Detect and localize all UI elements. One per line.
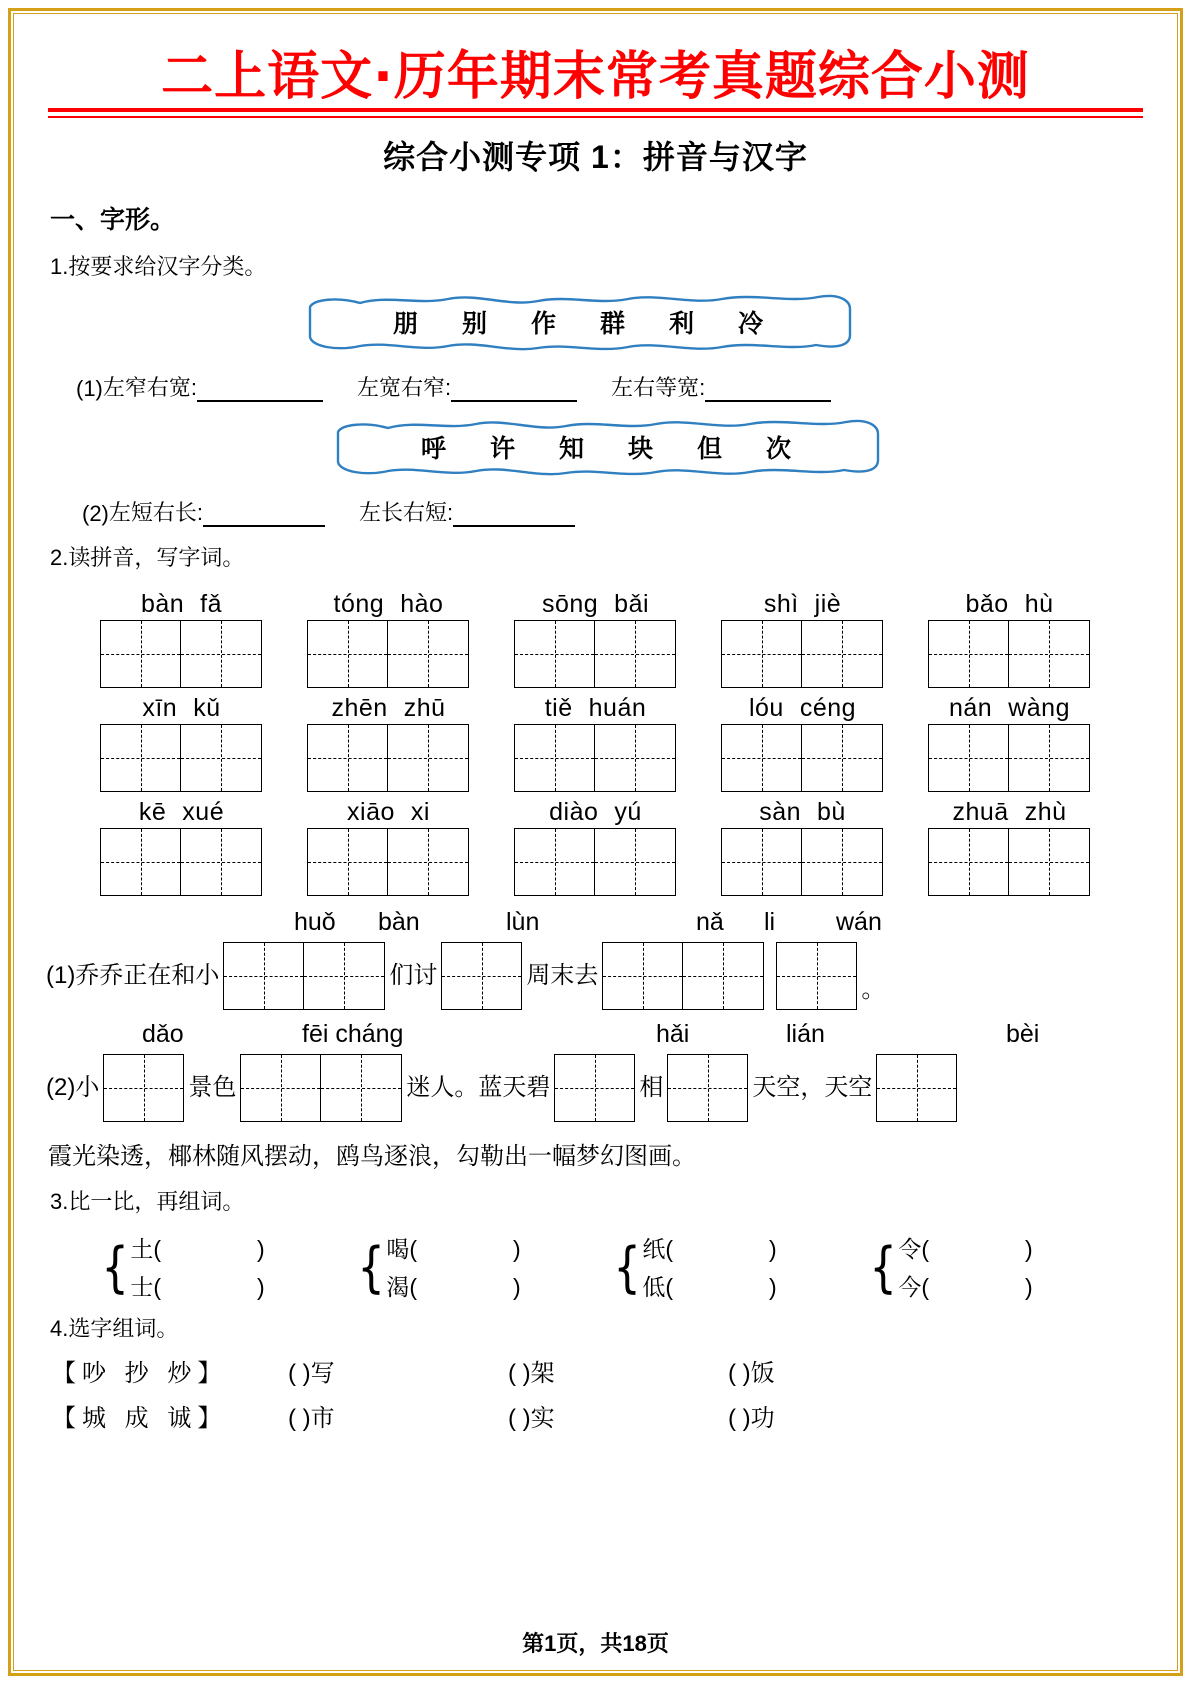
compare-paren-close[interactable]: )	[1025, 1235, 1033, 1262]
pinyin-syllable: xi	[410, 797, 430, 826]
pinyin-label	[100, 796, 263, 828]
category-2-label-1: (2)	[82, 500, 109, 526]
title-underline-thin	[48, 116, 1143, 118]
tianzi-boxes	[307, 828, 470, 896]
tianzi-boxes	[928, 620, 1091, 688]
category-1-label-1: (1)	[76, 375, 103, 401]
sentence-2-text-4: 相	[639, 1073, 664, 1101]
pinyin-syllable: zhū	[403, 693, 446, 722]
pinyin-cell	[514, 796, 677, 896]
pinyin-cell	[721, 692, 884, 792]
pinyin-cell	[307, 796, 470, 896]
pinyin-syllable: sàn	[759, 797, 801, 826]
category-line-1	[76, 371, 1145, 402]
pinyin-hint: huǒ	[294, 907, 336, 936]
tianzi-boxes	[667, 1054, 748, 1122]
compare-char: 纸(	[642, 1235, 674, 1262]
cloud2-char-3: 块	[628, 434, 654, 463]
char-cloud-1	[298, 293, 858, 351]
pinyin-label	[307, 588, 470, 620]
compare-char: 今(	[898, 1273, 930, 1300]
tianzi-box[interactable]	[240, 1054, 321, 1122]
sentence-1-row	[46, 942, 1145, 1010]
tianzi-boxes	[441, 942, 522, 1010]
tianzi-box[interactable]	[667, 1054, 748, 1122]
tianzi-boxes	[776, 942, 857, 1010]
tianzi-boxes	[103, 1054, 184, 1122]
pinyin-hint: hǎi	[656, 1019, 690, 1048]
select-blank-item[interactable]: ( )功	[728, 1404, 775, 1432]
tianzi-boxes	[514, 828, 677, 896]
answer-blank-1b[interactable]	[451, 380, 577, 402]
category-1-text-3: 左右等宽:	[611, 374, 706, 400]
pinyin-syllable: tóng	[333, 589, 385, 618]
pinyin-syllable: bǎi	[614, 589, 650, 618]
char-choice-group: 【城 成 诚】	[52, 1404, 228, 1432]
pinyin-hint: nǎ	[696, 907, 724, 936]
tianzi-box[interactable]	[100, 620, 181, 688]
tianzi-box[interactable]	[928, 724, 1009, 792]
pinyin-syllable: hù	[1024, 589, 1054, 618]
compare-row-bottom	[386, 1274, 520, 1300]
answer-blank-1a[interactable]	[197, 380, 323, 402]
pinyin-label	[721, 796, 884, 828]
tianzi-box[interactable]	[721, 620, 802, 688]
compare-pair	[354, 1230, 568, 1306]
compare-row-top	[898, 1236, 1032, 1262]
compare-paren-close[interactable]: )	[513, 1235, 521, 1262]
pinyin-label	[721, 588, 884, 620]
tianzi-box[interactable]	[802, 828, 883, 896]
pinyin-syllable: jiè	[814, 589, 842, 618]
cloud2-char-0: 呼	[420, 434, 446, 463]
tianzi-boxes	[928, 724, 1091, 792]
title-underline-thick	[48, 108, 1143, 112]
tianzi-box[interactable]	[595, 828, 676, 896]
brace-icon: {	[613, 1235, 641, 1299]
pinyin-label	[928, 796, 1091, 828]
pinyin-label	[928, 692, 1091, 724]
pinyin-cell	[514, 692, 677, 792]
compare-words-block	[98, 1230, 1145, 1306]
pinyin-syllable: céng	[799, 693, 857, 722]
tianzi-box[interactable]	[307, 828, 388, 896]
pinyin-syllable: kē	[138, 797, 167, 826]
tianzi-boxes	[223, 942, 385, 1010]
tianzi-box[interactable]	[514, 620, 595, 688]
cloud2-char-4: 但	[697, 434, 723, 463]
pinyin-cell	[928, 796, 1091, 896]
compare-row-bottom	[642, 1274, 776, 1300]
category-2-text-1: 左短右长:	[108, 499, 204, 525]
cloud-row-2	[46, 418, 1145, 480]
tianzi-box[interactable]	[304, 942, 385, 1010]
tianzi-box[interactable]	[1009, 828, 1090, 896]
category-1-text-1: 左窄右宽:	[102, 374, 198, 400]
tianzi-box[interactable]	[388, 724, 469, 792]
tianzi-boxes	[721, 620, 884, 688]
pinyin-hint: dǎo	[142, 1019, 184, 1048]
answer-blank-1c[interactable]	[705, 380, 831, 402]
pinyin-syllable: wàng	[1008, 693, 1070, 722]
tianzi-box[interactable]	[100, 828, 181, 896]
pinyin-syllable: xiāo	[347, 797, 395, 826]
cloud1-char-1: 别	[461, 309, 487, 338]
compare-paren-close[interactable]: )	[513, 1273, 521, 1300]
pinyin-syllable: bàn	[140, 589, 185, 618]
cloud1-char-3: 群	[600, 309, 626, 338]
tianzi-boxes	[100, 620, 263, 688]
sentence-2-text-3: 迷人。蓝天碧	[406, 1073, 551, 1101]
tianzi-box[interactable]	[802, 724, 883, 792]
tianzi-boxes	[876, 1054, 957, 1122]
pinyin-syllable: diào	[549, 797, 599, 826]
pinyin-hint: bèi	[1006, 1019, 1040, 1048]
compare-char: 土(	[130, 1235, 162, 1262]
cloud-1-characters	[298, 293, 858, 351]
pinyin-hint: lián	[786, 1019, 825, 1048]
pinyin-grid-row-3	[46, 796, 1145, 896]
question-1-prompt: 1.按要求给汉字分类。	[50, 253, 267, 279]
sentence-1-text-2: 们讨	[389, 961, 438, 989]
cloud-2-characters	[326, 418, 886, 476]
compare-char: 渴(	[386, 1273, 418, 1300]
pinyin-syllable: zhuā	[952, 797, 1009, 826]
pinyin-hint: lùn	[506, 907, 540, 936]
cloud1-char-0: 朋	[392, 309, 418, 338]
compare-paren-close[interactable]: )	[257, 1235, 265, 1262]
brace-icon: {	[101, 1235, 129, 1299]
pinyin-syllable: zhēn	[331, 693, 388, 722]
pinyin-syllable: zhù	[1024, 797, 1067, 826]
compare-row-bottom	[130, 1274, 264, 1300]
question-4-prompt: 4.选字组词。	[50, 1315, 179, 1341]
tianzi-box[interactable]	[802, 620, 883, 688]
brace-icon: {	[869, 1235, 897, 1299]
pinyin-cell	[100, 692, 263, 792]
answer-blank-2b[interactable]	[453, 505, 575, 527]
tianzi-box[interactable]	[514, 828, 595, 896]
tianzi-box[interactable]	[1009, 724, 1090, 792]
sentence-2-row	[46, 1054, 1145, 1122]
select-char-row-1	[52, 1353, 1145, 1388]
tianzi-boxes	[554, 1054, 635, 1122]
tianzi-box[interactable]	[721, 828, 802, 896]
tianzi-boxes	[514, 724, 677, 792]
tianzi-box[interactable]	[602, 942, 683, 1010]
tianzi-boxes	[602, 942, 764, 1010]
pinyin-syllable: lóu	[748, 693, 784, 722]
compare-char: 低(	[642, 1273, 674, 1300]
tianzi-box[interactable]	[928, 620, 1009, 688]
pinyin-hint: fēi cháng	[302, 1019, 404, 1048]
char-cloud-2	[326, 418, 886, 476]
select-blank-item[interactable]: ( )实	[508, 1404, 555, 1432]
tianzi-box[interactable]	[683, 942, 764, 1010]
category-2-text-2: 左长右短:	[359, 499, 454, 525]
tianzi-box[interactable]	[595, 724, 676, 792]
tianzi-box[interactable]	[554, 1054, 635, 1122]
tianzi-box[interactable]	[388, 620, 469, 688]
tianzi-box[interactable]	[514, 724, 595, 792]
pinyin-label	[928, 588, 1091, 620]
tianzi-box[interactable]	[928, 828, 1009, 896]
tianzi-boxes	[721, 828, 884, 896]
question-3-prompt: 3.比一比，再组词。	[50, 1188, 245, 1214]
pinyin-cell	[721, 588, 884, 688]
pinyin-syllable: xīn	[142, 693, 178, 722]
category-1-text-2: 左宽右窄:	[357, 374, 452, 400]
tianzi-box[interactable]	[181, 724, 262, 792]
cloud1-char-2: 作	[530, 309, 556, 338]
compare-row-bottom	[898, 1274, 1032, 1300]
page-title: 二上语文·历年期末常考真题综合小测	[161, 47, 1030, 107]
pinyin-grid-block	[46, 588, 1145, 896]
pinyin-label	[514, 796, 677, 828]
pinyin-syllable: shì	[763, 589, 799, 618]
tianzi-boxes	[928, 828, 1091, 896]
tianzi-box[interactable]	[321, 1054, 402, 1122]
page-footer: 第1页，共18页	[522, 1631, 669, 1656]
cloud2-char-5: 次	[766, 434, 792, 463]
cloud2-char-2: 知	[558, 434, 584, 463]
tianzi-box[interactable]	[307, 724, 388, 792]
pinyin-cell	[100, 796, 263, 896]
cloud2-char-1: 许	[489, 434, 515, 463]
char-choice-group: 【吵 抄 炒】	[52, 1359, 228, 1387]
compare-char: 喝(	[386, 1235, 418, 1262]
select-blank-item[interactable]: ( )架	[508, 1359, 555, 1387]
tianzi-box[interactable]	[307, 620, 388, 688]
pinyin-label	[307, 796, 470, 828]
compare-row-top	[642, 1236, 776, 1262]
pinyin-hint: li	[764, 907, 776, 936]
cloud1-char-4: 利	[669, 309, 695, 338]
pinyin-syllable: nán	[949, 693, 993, 722]
tianzi-boxes	[240, 1054, 402, 1122]
tianzi-boxes	[307, 724, 470, 792]
sentence-1-text-3: 周末去	[526, 961, 599, 989]
pinyin-label	[514, 588, 677, 620]
tianzi-box[interactable]	[1009, 620, 1090, 688]
pinyin-label	[100, 692, 263, 724]
pinyin-cell	[721, 796, 884, 896]
tianzi-box[interactable]	[776, 942, 857, 1010]
tianzi-box[interactable]	[181, 620, 262, 688]
title-block	[46, 47, 1145, 178]
pinyin-cell	[307, 692, 470, 792]
pinyin-hint: wán	[836, 907, 882, 936]
pinyin-syllable: yú	[614, 797, 642, 826]
tianzi-boxes	[100, 828, 263, 896]
tianzi-box[interactable]	[388, 828, 469, 896]
pinyin-syllable: hào	[400, 589, 444, 618]
pinyin-hint: bàn	[378, 907, 420, 936]
tianzi-box[interactable]	[100, 724, 181, 792]
pinyin-label	[100, 588, 263, 620]
sentence-1-pinyin-row	[46, 908, 1145, 940]
pinyin-cell	[514, 588, 677, 688]
compare-pair	[610, 1230, 824, 1306]
pinyin-syllable: fǎ	[200, 589, 223, 618]
sentence-2-continuation: 霞光染透，椰林随风摆动，鸥鸟逐浪，勾勒出一幅梦幻图画。	[48, 1142, 696, 1170]
pinyin-cell	[307, 588, 470, 688]
page-subtitle: 综合小测专项 1：拼音与汉字	[383, 138, 808, 175]
compare-char: 士(	[130, 1273, 162, 1300]
pinyin-syllable: bù	[817, 797, 846, 826]
pinyin-cell	[100, 588, 263, 688]
pinyin-grid-row-2	[46, 692, 1145, 792]
pinyin-cell	[928, 692, 1091, 792]
compare-paren-close[interactable]: )	[1025, 1273, 1033, 1300]
cloud1-char-5: 冷	[738, 309, 764, 338]
tianzi-boxes	[514, 620, 677, 688]
pinyin-grid-row-1	[46, 588, 1145, 688]
tianzi-box[interactable]	[223, 942, 304, 1010]
category-line-2	[82, 496, 1145, 527]
select-blank-item[interactable]: ( )市	[288, 1404, 335, 1432]
compare-pair	[866, 1230, 1080, 1306]
tianzi-boxes	[100, 724, 263, 792]
pinyin-label	[721, 692, 884, 724]
pinyin-syllable: xué	[182, 797, 225, 826]
tianzi-box[interactable]	[876, 1054, 957, 1122]
pinyin-syllable: sōng	[541, 589, 599, 618]
compare-row-top	[386, 1236, 520, 1262]
compare-paren-close[interactable]: )	[257, 1273, 265, 1300]
pinyin-label	[514, 692, 677, 724]
sentence-2-text-5: 天空，天空	[752, 1073, 873, 1101]
tianzi-boxes	[721, 724, 884, 792]
tianzi-box[interactable]	[103, 1054, 184, 1122]
sentence-2-pinyin-row	[46, 1020, 1145, 1052]
compare-row-top	[130, 1236, 264, 1262]
select-char-row-2	[52, 1398, 1145, 1433]
pinyin-syllable: tiě	[544, 693, 573, 722]
section-heading-1: 一、字形。	[50, 205, 176, 234]
tianzi-box[interactable]	[721, 724, 802, 792]
question-2-prompt: 2.读拼音，写字词。	[50, 544, 245, 570]
compare-char: 令(	[898, 1235, 930, 1262]
sentence-2-text-1: (2)小	[46, 1073, 100, 1101]
pinyin-syllable: huán	[588, 693, 647, 722]
select-blank-item[interactable]: ( )写	[288, 1359, 335, 1387]
compare-pair	[98, 1230, 312, 1306]
compare-paren-close[interactable]: )	[769, 1235, 777, 1262]
sentence-1-text-1: (1)乔乔正在和小	[46, 961, 220, 989]
compare-paren-close[interactable]: )	[769, 1273, 777, 1300]
sentence-1-period: 。	[861, 975, 886, 1003]
pinyin-syllable: kǔ	[193, 693, 221, 722]
tianzi-box[interactable]	[595, 620, 676, 688]
brace-icon: {	[357, 1235, 385, 1299]
tianzi-boxes	[307, 620, 470, 688]
pinyin-label	[307, 692, 470, 724]
select-blank-item[interactable]: ( )饭	[728, 1359, 775, 1387]
answer-blank-2a[interactable]	[203, 505, 325, 527]
cloud-row-1	[46, 293, 1145, 355]
pinyin-syllable: bǎo	[965, 589, 1009, 618]
tianzi-box[interactable]	[441, 942, 522, 1010]
sentence-2-text-2: 景色	[188, 1073, 237, 1101]
tianzi-box[interactable]	[181, 828, 262, 896]
pinyin-cell	[928, 588, 1091, 688]
